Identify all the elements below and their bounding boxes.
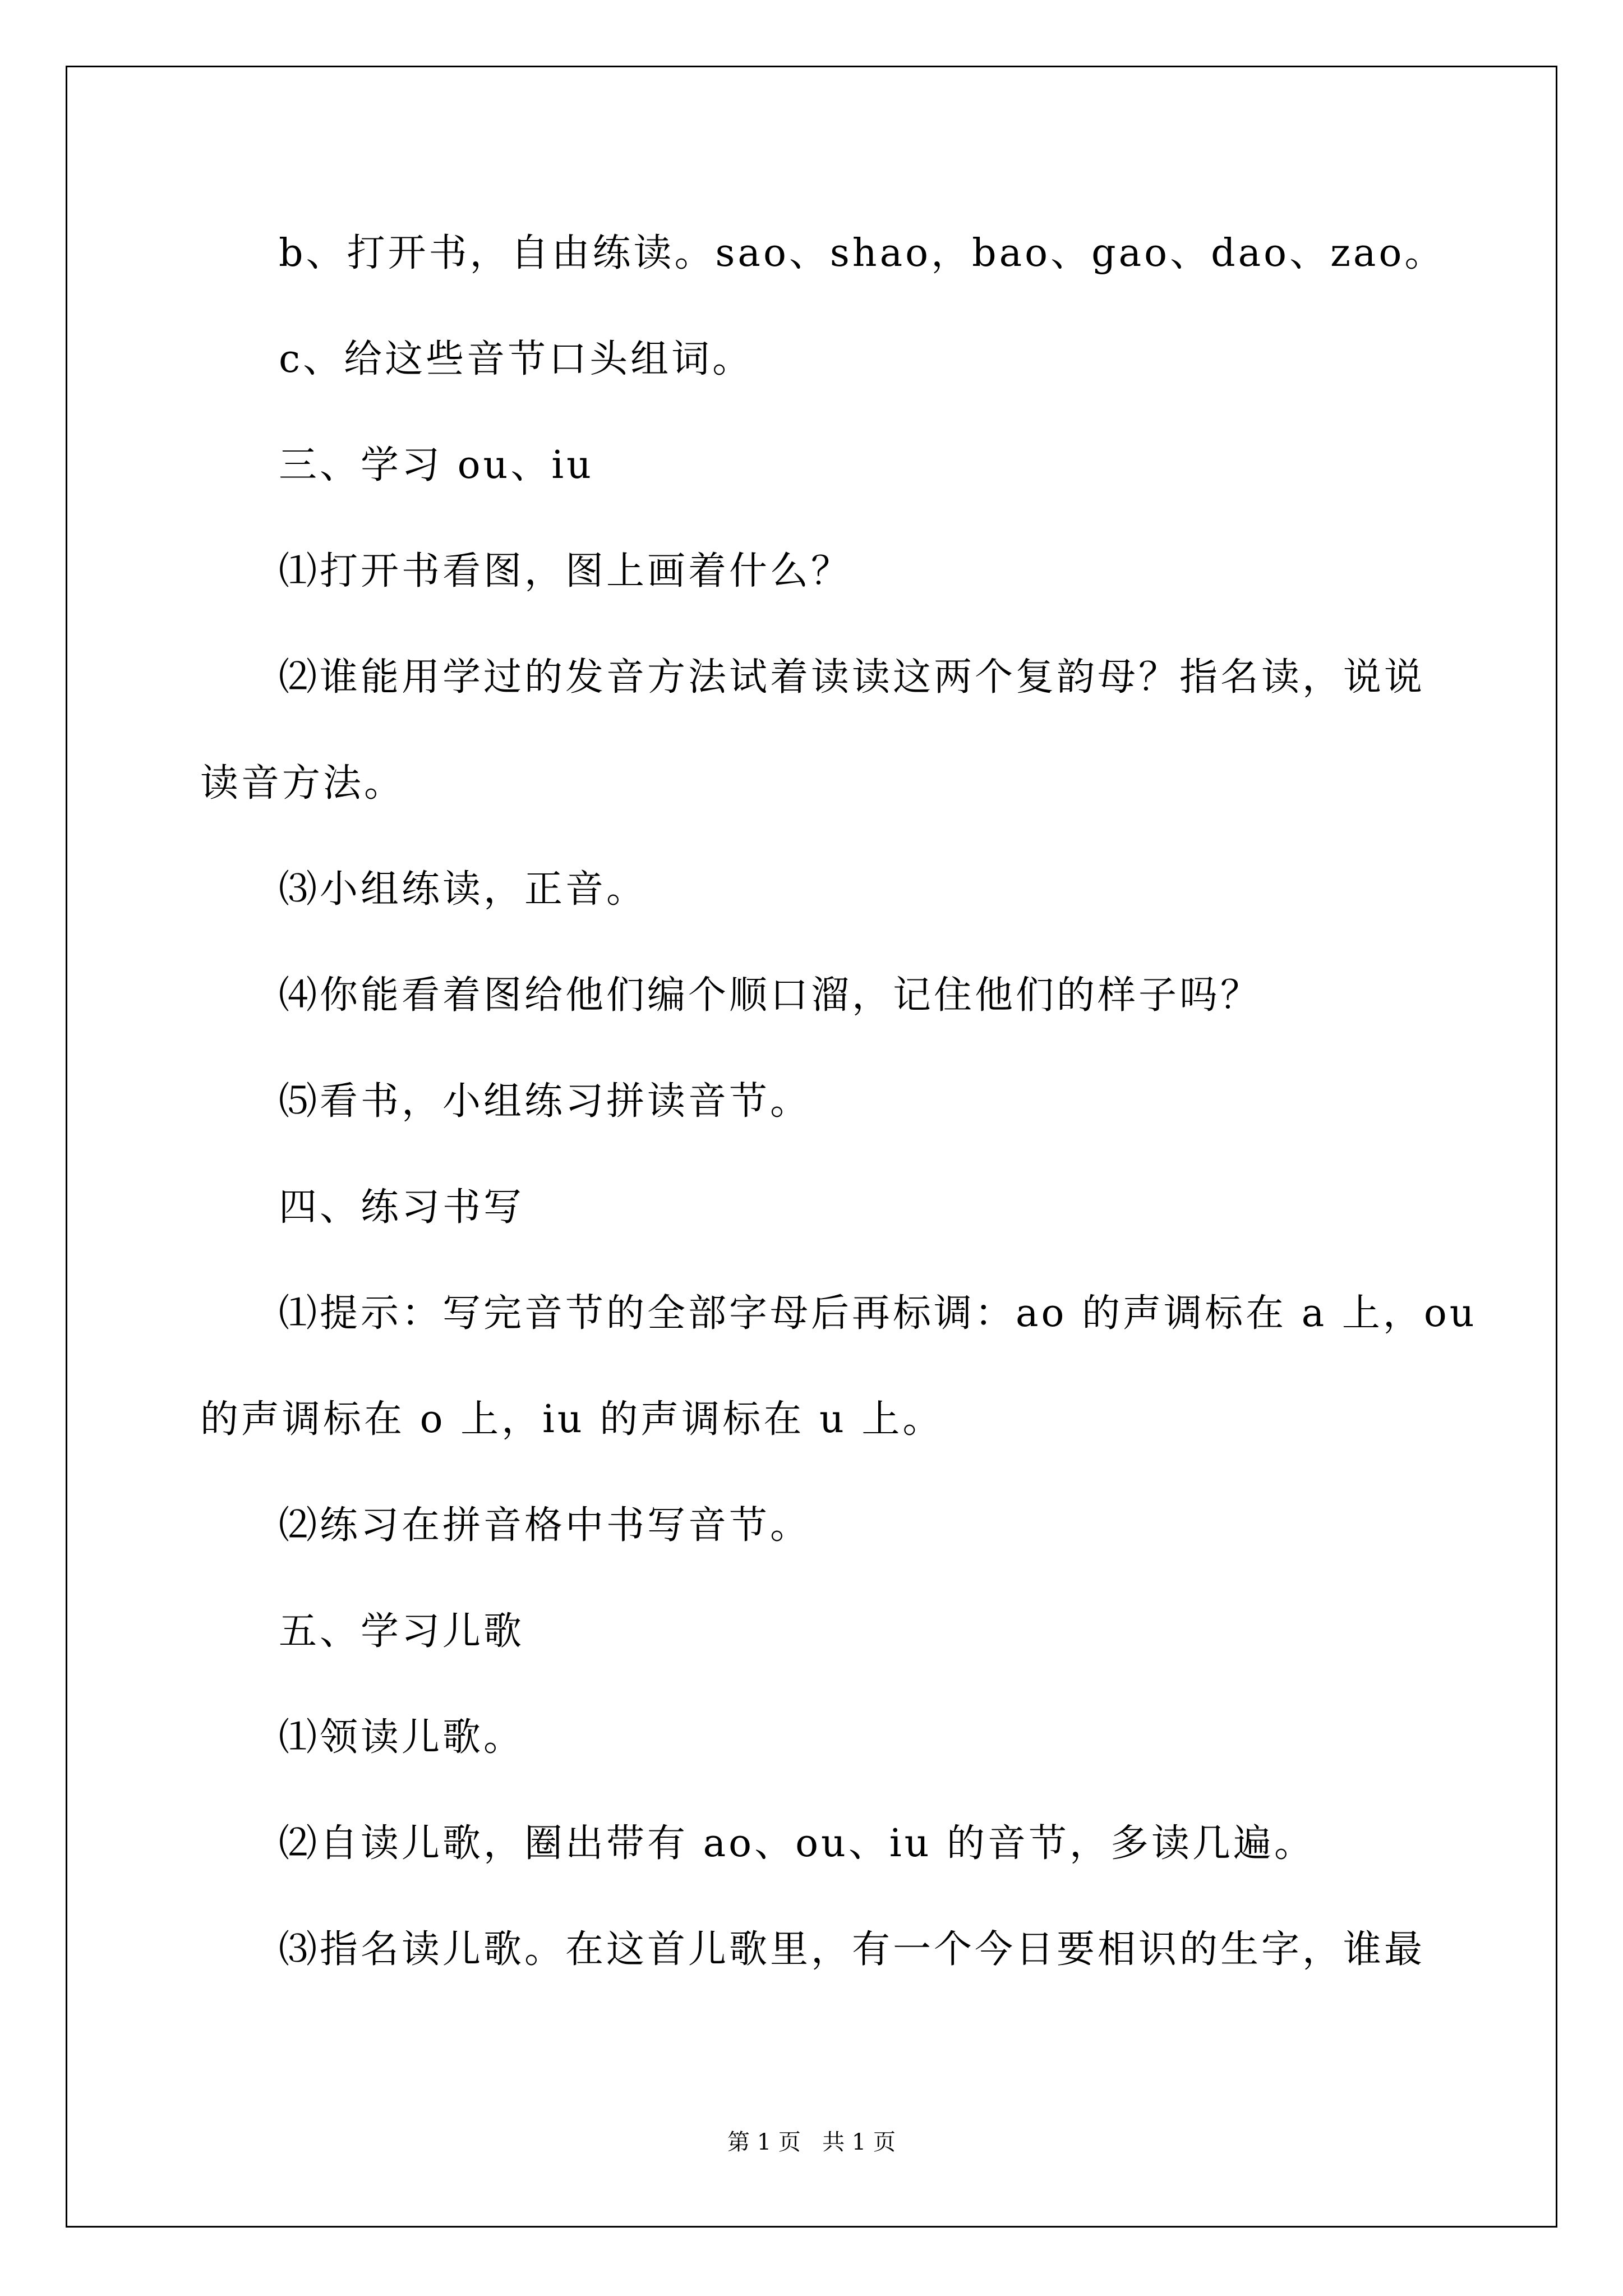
text-line: ⑸看书，小组练习拼读音节。 (279, 1079, 811, 1124)
text-line: ⑴领读儿歌。 (279, 1715, 525, 1760)
text-line: ⑶指名读儿歌。在这首儿歌里，有一个今日要相识的生字，谁最 (279, 1927, 1426, 1972)
document-body (200, 200, 1477, 2003)
text-line: ⑴打开书看图，图上画着什么？ (279, 549, 852, 593)
page-footer: 第 1 页 共 1 页 (727, 2129, 896, 2155)
text-line: ⑵自读儿歌，圈出带有 ao、ou、iu 的音节，多读几遍。 (279, 1821, 1315, 1866)
text-line-continuation: 读音方法。 (200, 761, 405, 806)
text-line: b、打开书，自由练读。sao、shao，bao、gao、dao、zao。 (279, 231, 1446, 275)
text-line-continuation: 的声调标在 o 上，iu 的声调标在 u 上。 (200, 1397, 944, 1442)
section-heading: 三、学习 ou、iu (279, 443, 594, 487)
text-line: c、给这些音节口头组词。 (279, 337, 754, 381)
section-heading: 四、练习书写 (279, 1185, 525, 1230)
text-line: ⑷你能看着图给他们编个顺口溜，记住他们的样子吗？ (279, 973, 1262, 1018)
text-line: ⑵谁能用学过的发音方法试着读读这两个复韵母？指名读，说说 (279, 655, 1426, 700)
section-heading: 五、学习儿歌 (279, 1609, 525, 1654)
text-line: ⑴提示：写完音节的全部字母后再标调：ao 的声调标在 a 上，ou (279, 1291, 1477, 1336)
text-line: ⑵练习在拼音格中书写音节。 (279, 1503, 811, 1548)
text-line: ⑶小组练读，正音。 (279, 867, 648, 912)
